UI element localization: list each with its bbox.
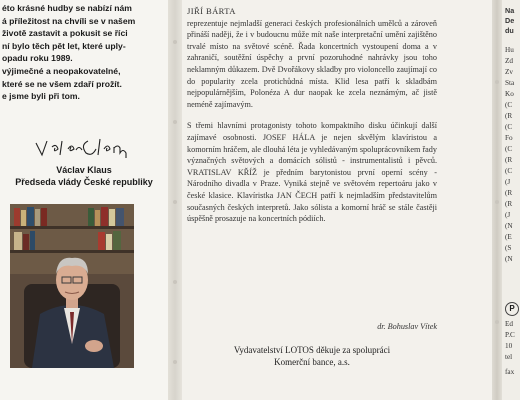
signatory-name: Václav Klaus <box>56 165 112 175</box>
perforation <box>173 200 177 204</box>
signatory-title: Předseda vlády České republiky <box>15 177 153 187</box>
acknowledgement <box>187 344 437 368</box>
foreword-line: e jsme byli při tom. <box>2 91 80 102</box>
cut-text: tel <box>505 353 513 361</box>
foreword-line: ní bylo těch pět let, které uply- <box>2 40 126 51</box>
cut-text: (N <box>505 222 513 230</box>
foreword-line: opadu roku 1989. <box>2 53 73 64</box>
cut-text: Zv <box>505 68 513 76</box>
cut-text: P.C <box>505 331 515 339</box>
perforation <box>495 320 499 324</box>
foreword-line: á příležitost na chvíli se v našem <box>2 15 136 26</box>
paragraph-text: reprezentuje nejmladší generaci českých profesionálních umělců a zároveň přináší naději, že i v budoucnu může mít naše interpretační umění zajištěno trvalé místo na světové scéně. Řada koncertních vystoupení doma a v zahraničí, soutěžní úspěchy a první pozoruhodné nahrávky jsou toho neklamným důkazem. Dvě Dvořákovy skladby pro violoncello zaujímají co do popularity zcela protichůdná místa. Klid lesa patří k skladbám nejpopulárnějším, Polonéza A dur naopak ke zcela neznámým, ač jistě neméně zajímavým. <box>187 18 437 109</box>
perforation <box>173 280 177 284</box>
cut-text: De <box>505 16 515 25</box>
cut-text: (R <box>505 189 513 197</box>
cut-text: (R <box>505 200 513 208</box>
phonogram-p-icon: P <box>505 302 519 316</box>
cut-text: (S <box>505 244 512 252</box>
fold-gutter <box>168 0 182 400</box>
foreword-line: životě zastavit a pokusit se říci <box>2 28 128 39</box>
cut-text: (J <box>505 178 511 186</box>
perforation <box>173 360 177 364</box>
perforation <box>495 80 499 84</box>
paragraph-protagonists: S třemi hlavními protagonisty tohoto kompaktního disku účinkují další zajímavé osobnosti. JOSEF HÁLA je nejen skvělým klavíristou a komorním hráčem, ale dlouhá léta je vyhledávaným spoluprácovníkem řady význačných světových a domácích sólistů - instrumentalistů i pěvců. VRATISLAV KŘÍŽ je předním barytonistou první operní scény - Národního divadla v Praze. Vyniká stejně ve světovém repertoáru jako v české klasice. Klavíristka JAN ČECH patří k nejmladším představitelům současných českých interpretů. Jako sólista a komorní hráč se stále častěji úspěšně prosazuje na koncertních pódiích. <box>187 121 437 224</box>
handwritten-signature <box>30 135 140 161</box>
cut-text: Ed <box>505 320 513 328</box>
cut-text: (C <box>505 167 513 175</box>
cut-text: Fo <box>505 134 513 142</box>
cut-text: Zd <box>505 57 513 65</box>
cut-text: du <box>505 26 514 35</box>
cut-text: (C <box>505 123 513 131</box>
cut-text: Hu <box>505 46 514 54</box>
cut-text: Sta <box>505 79 515 87</box>
acknowledgement-line: Vydavatelství LOTOS děkuje za spolupráci <box>233 345 391 355</box>
paragraph-barta <box>187 6 437 110</box>
cut-text: (N <box>505 255 513 263</box>
portrait-photo <box>10 204 134 368</box>
liner-notes <box>187 6 437 235</box>
perforation <box>173 40 177 44</box>
cut-text: (E <box>505 233 512 241</box>
cut-text: 10 <box>505 342 513 350</box>
foreword-line: výjimečné a neopakovatelné, <box>2 65 121 76</box>
perforation <box>173 120 177 124</box>
author-credit: dr. Bohuslav Vítek <box>377 322 437 331</box>
right-panel <box>502 0 520 400</box>
cut-text: Na <box>505 6 515 15</box>
fold-gutter <box>492 0 502 400</box>
acknowledgement-line: Komerční bance, a.s. <box>274 357 350 367</box>
perforation <box>495 200 499 204</box>
foreword-line: éto krásné hudby se nabízí nám <box>2 3 132 13</box>
cut-text: (C <box>505 101 513 109</box>
foreword-line: které se ne všem zdaří prožít. <box>2 78 122 89</box>
cut-text: (R <box>505 156 513 164</box>
left-panel <box>0 0 168 400</box>
section-heading: JIŘÍ BÁRTA <box>187 6 236 16</box>
cut-text: (J <box>505 211 511 219</box>
cut-text: Ko <box>505 90 514 98</box>
cut-text: fax <box>505 368 515 376</box>
cut-text: (R <box>505 112 513 120</box>
foreword-text <box>2 2 166 103</box>
middle-panel <box>182 0 492 400</box>
cut-text: (C <box>505 145 513 153</box>
